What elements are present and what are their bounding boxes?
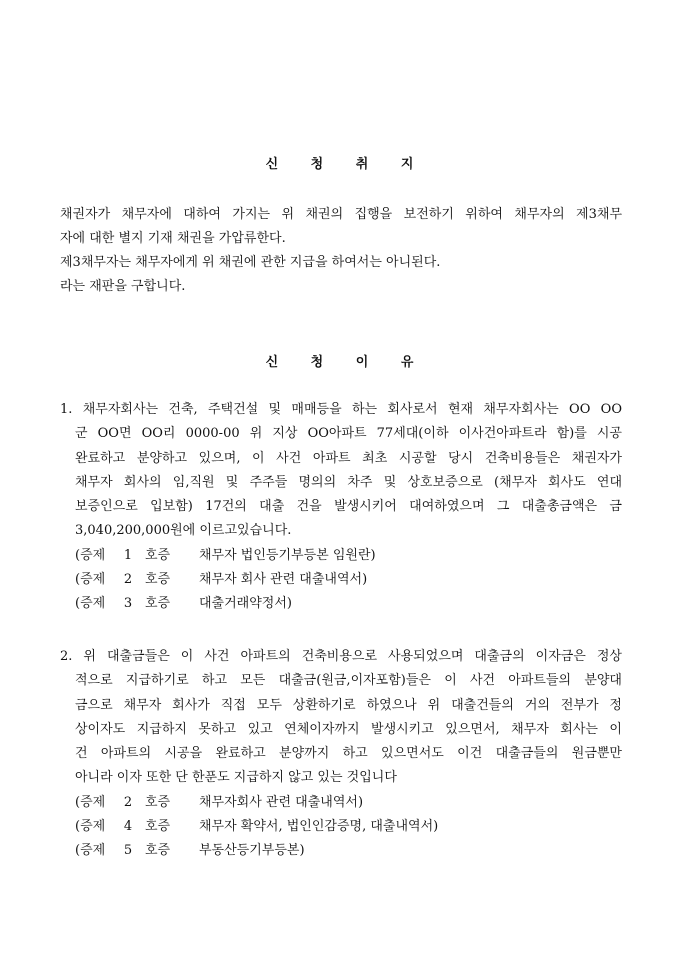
reason-line: 건 아파트의 시공을 완료하고 분양까지 하고 있으면서도 이건 대출금들의 원금뿐만 — [75, 746, 622, 762]
reason-line: 금으로 채무자 회사가 직접 모두 상환하기로 하였으나 위 대출건들의 거의 전부가 정 — [75, 697, 622, 713]
purpose-line: 라는 재판을 구합니다. — [60, 279, 186, 294]
reason-line: 2. 위 대출금들은 이 사건 아파트의 건축비용으로 사용되었으며 대출금의 이자금은 정상 — [60, 649, 622, 664]
evidence-line: (증제 1 호증 채무자 법인등기부등본 임원란) — [75, 547, 376, 563]
section-heading-purpose: 신 청 취 지 — [265, 157, 415, 172]
purpose-line: 채권자가 채무자에 대하여 가지는 위 채권의 집행을 보전하기 위하여 채무자의 제3채무 — [60, 207, 622, 222]
purpose-line: 자에 대한 별지 기재 채권을 가압류한다. — [60, 231, 286, 246]
evidence-line: (증제 3 호증 대출거래약정서) — [75, 596, 292, 612]
reason-line: 군 OO면 OO리 0000-00 위 지상 OO아파트 77세대(이하 이사건아파트라 함)를 시공 — [75, 426, 622, 442]
evidence-line: (증제 2 호증 채무자회사 관련 대출내역서) — [75, 794, 364, 810]
purpose-line: 제3채무자는 채무자에게 위 채권에 관한 지급을 하여서는 아니된다. — [60, 255, 441, 270]
evidence-line: (증제 5 호증 부동산등기부등본) — [75, 843, 305, 859]
reason-line: 보증인으로 입보함) 17건의 대출 건을 발생시키어 대여하였으며 그 대출총금액은 금 — [75, 499, 622, 515]
reason-line: 상이자도 지급하지 못하고 있고 연체이자까지 발생시키고 있으면서, 채무자 회사는 이 — [75, 721, 622, 737]
reason-line: 아니라 이자 또한 단 한푼도 지급하지 않고 있는 것입니다 — [75, 770, 397, 786]
reason-line: 완료하고 분양하고 있으며, 이 사건 아파트 최초 시공할 당시 건축비용들은 채권자가 — [75, 450, 622, 466]
reason-item-1 — [60, 398, 622, 617]
reason-line: 적으로 지급하기로 하고 모든 대출금(원금,이자포함)들은 이 사건 아파트들의 분양대 — [75, 673, 622, 689]
evidence-line: (증제 4 호증 채무자 확약서, 법인인감증명, 대출내역서) — [75, 819, 439, 835]
reason-item-2 — [60, 645, 622, 864]
reason-line: 3,040,200,000원에 이르고있습니다. — [75, 523, 292, 539]
reason-line: 채무자 회사의 임,직원 및 주주들 명의의 차주 및 상호보증으로 (채무자 회사도 연대 — [75, 474, 622, 490]
evidence-line: (증제 2 호증 채무자 회사 관련 대출내역서) — [75, 572, 368, 588]
purpose-paragraph — [60, 203, 622, 299]
reason-line: 1. 채무자회사는 건축, 주택건설 및 매매등을 하는 회사로서 현재 채무자회사는 OO OO — [60, 402, 622, 417]
section-heading-reasons: 신 청 이 유 — [265, 355, 415, 370]
